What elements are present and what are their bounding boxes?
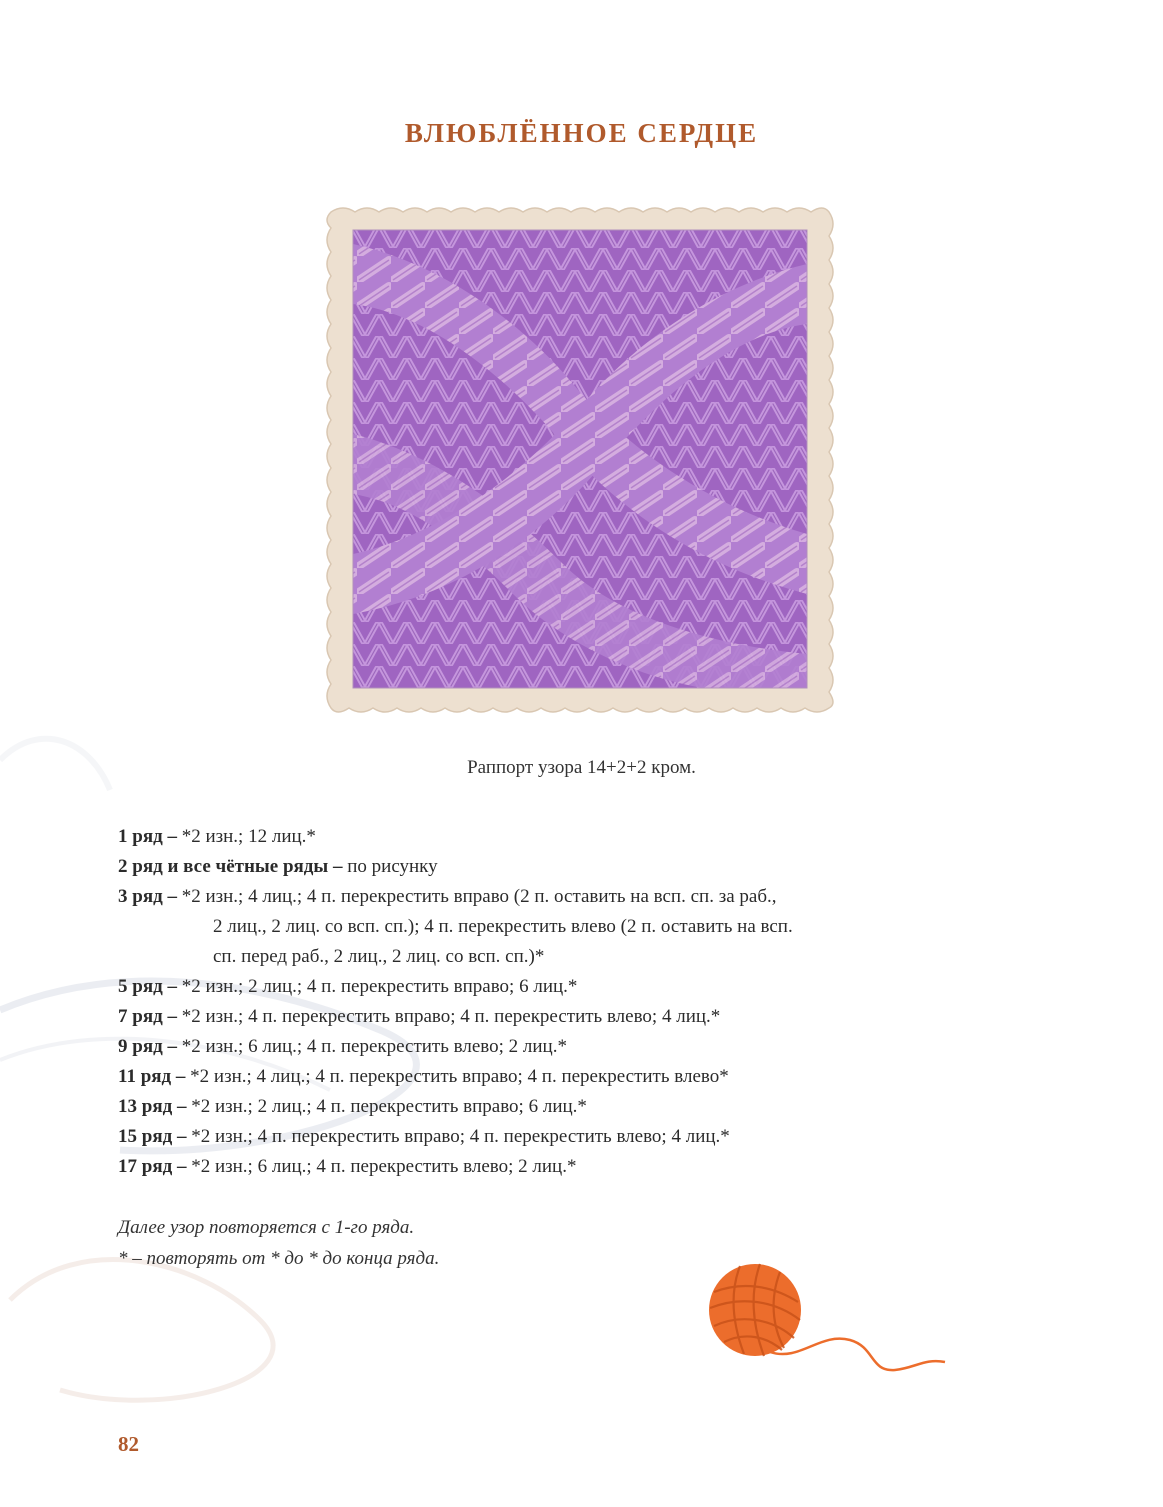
row-text-continuation: сп. перед раб., 2 лиц., 2 лиц. со всп. сп.)* [213,946,545,967]
instruction-row [118,1032,1018,1062]
instruction-row [118,1092,1018,1122]
row-label: 7 ряд [118,1006,163,1027]
row-dash: – [162,886,182,907]
row-text-continuation: 2 лиц., 2 лиц. со всп. сп.); 4 п. перекрестить влево (2 п. оставить на всп. [213,916,793,937]
row-text: *2 изн.; 12 лиц.* [181,826,316,847]
note-repeat-from-row-1: Далее узор повторяется с 1-го ряда. [118,1217,415,1238]
row-label: 5 ряд [118,976,163,997]
instruction-row [118,1062,1018,1092]
row-label: 17 ряд [118,1156,173,1177]
instruction-row [118,972,1018,1002]
pattern-repeat-caption: Раппорт узора 14+2+2 кром. [467,757,696,778]
row-text: *2 изн.; 2 лиц.; 4 п. перекрестить вправо; 6 лиц.* [181,976,578,997]
row-instructions [118,822,1018,1182]
row-label: 13 ряд [118,1096,173,1117]
instruction-row [118,1122,1018,1152]
row-dash: – [162,1006,182,1027]
row-dash: – [172,1126,192,1147]
row-dash: – [172,1096,192,1117]
row-text: *2 изн.; 6 лиц.; 4 п. перекрестить влево; 2 лиц.* [191,1156,577,1177]
instruction-row [118,852,1018,882]
row-label: 11 ряд [118,1066,172,1087]
note-asterisk-legend: * – повторять от * до * до конца ряда. [118,1248,440,1269]
instruction-row [118,1152,1018,1182]
instruction-row [118,882,1018,972]
row-label: 15 ряд [118,1126,173,1147]
row-text: *2 изн.; 4 лиц.; 4 п. перекрестить вправо; 4 п. перекрестить влево* [190,1066,729,1087]
row-dash: – [328,856,348,877]
instruction-row [118,822,1018,852]
row-dash: – [171,1066,191,1087]
row-text: по рисунку [347,856,438,877]
row-label: 2 ряд и все чётные ряды [118,856,329,877]
row-text: *2 изн.; 4 п. перекрестить вправо; 4 п. перекрестить влево; 4 лиц.* [191,1126,730,1147]
row-label: 9 ряд [118,1036,163,1057]
row-text: *2 изн.; 4 лиц.; 4 п. перекрестить вправо (2 п. оставить на всп. сп. за раб., [181,886,777,907]
row-dash: – [162,826,182,847]
pattern-notes [118,1212,439,1274]
row-label: 3 ряд [118,886,163,907]
row-text: *2 изн.; 4 п. перекрестить вправо; 4 п. перекрестить влево; 4 лиц.* [181,1006,721,1027]
page-number: 82 [118,1432,139,1456]
instruction-row [118,1002,1018,1032]
row-text: *2 изн.; 2 лиц.; 4 п. перекрестить вправо; 6 лиц.* [191,1096,587,1117]
page-title: ВЛЮБЛЁННОЕ СЕРДЦЕ [404,118,759,148]
row-dash: – [162,1036,182,1057]
row-text: *2 изн.; 6 лиц.; 4 п. перекрестить влево; 2 лиц.* [181,1036,567,1057]
row-label: 1 ряд [118,826,163,847]
row-dash: – [172,1156,192,1177]
row-dash: – [162,976,182,997]
yarn-ball-icon [700,1262,950,1382]
knitted-swatch-photo [323,204,837,716]
